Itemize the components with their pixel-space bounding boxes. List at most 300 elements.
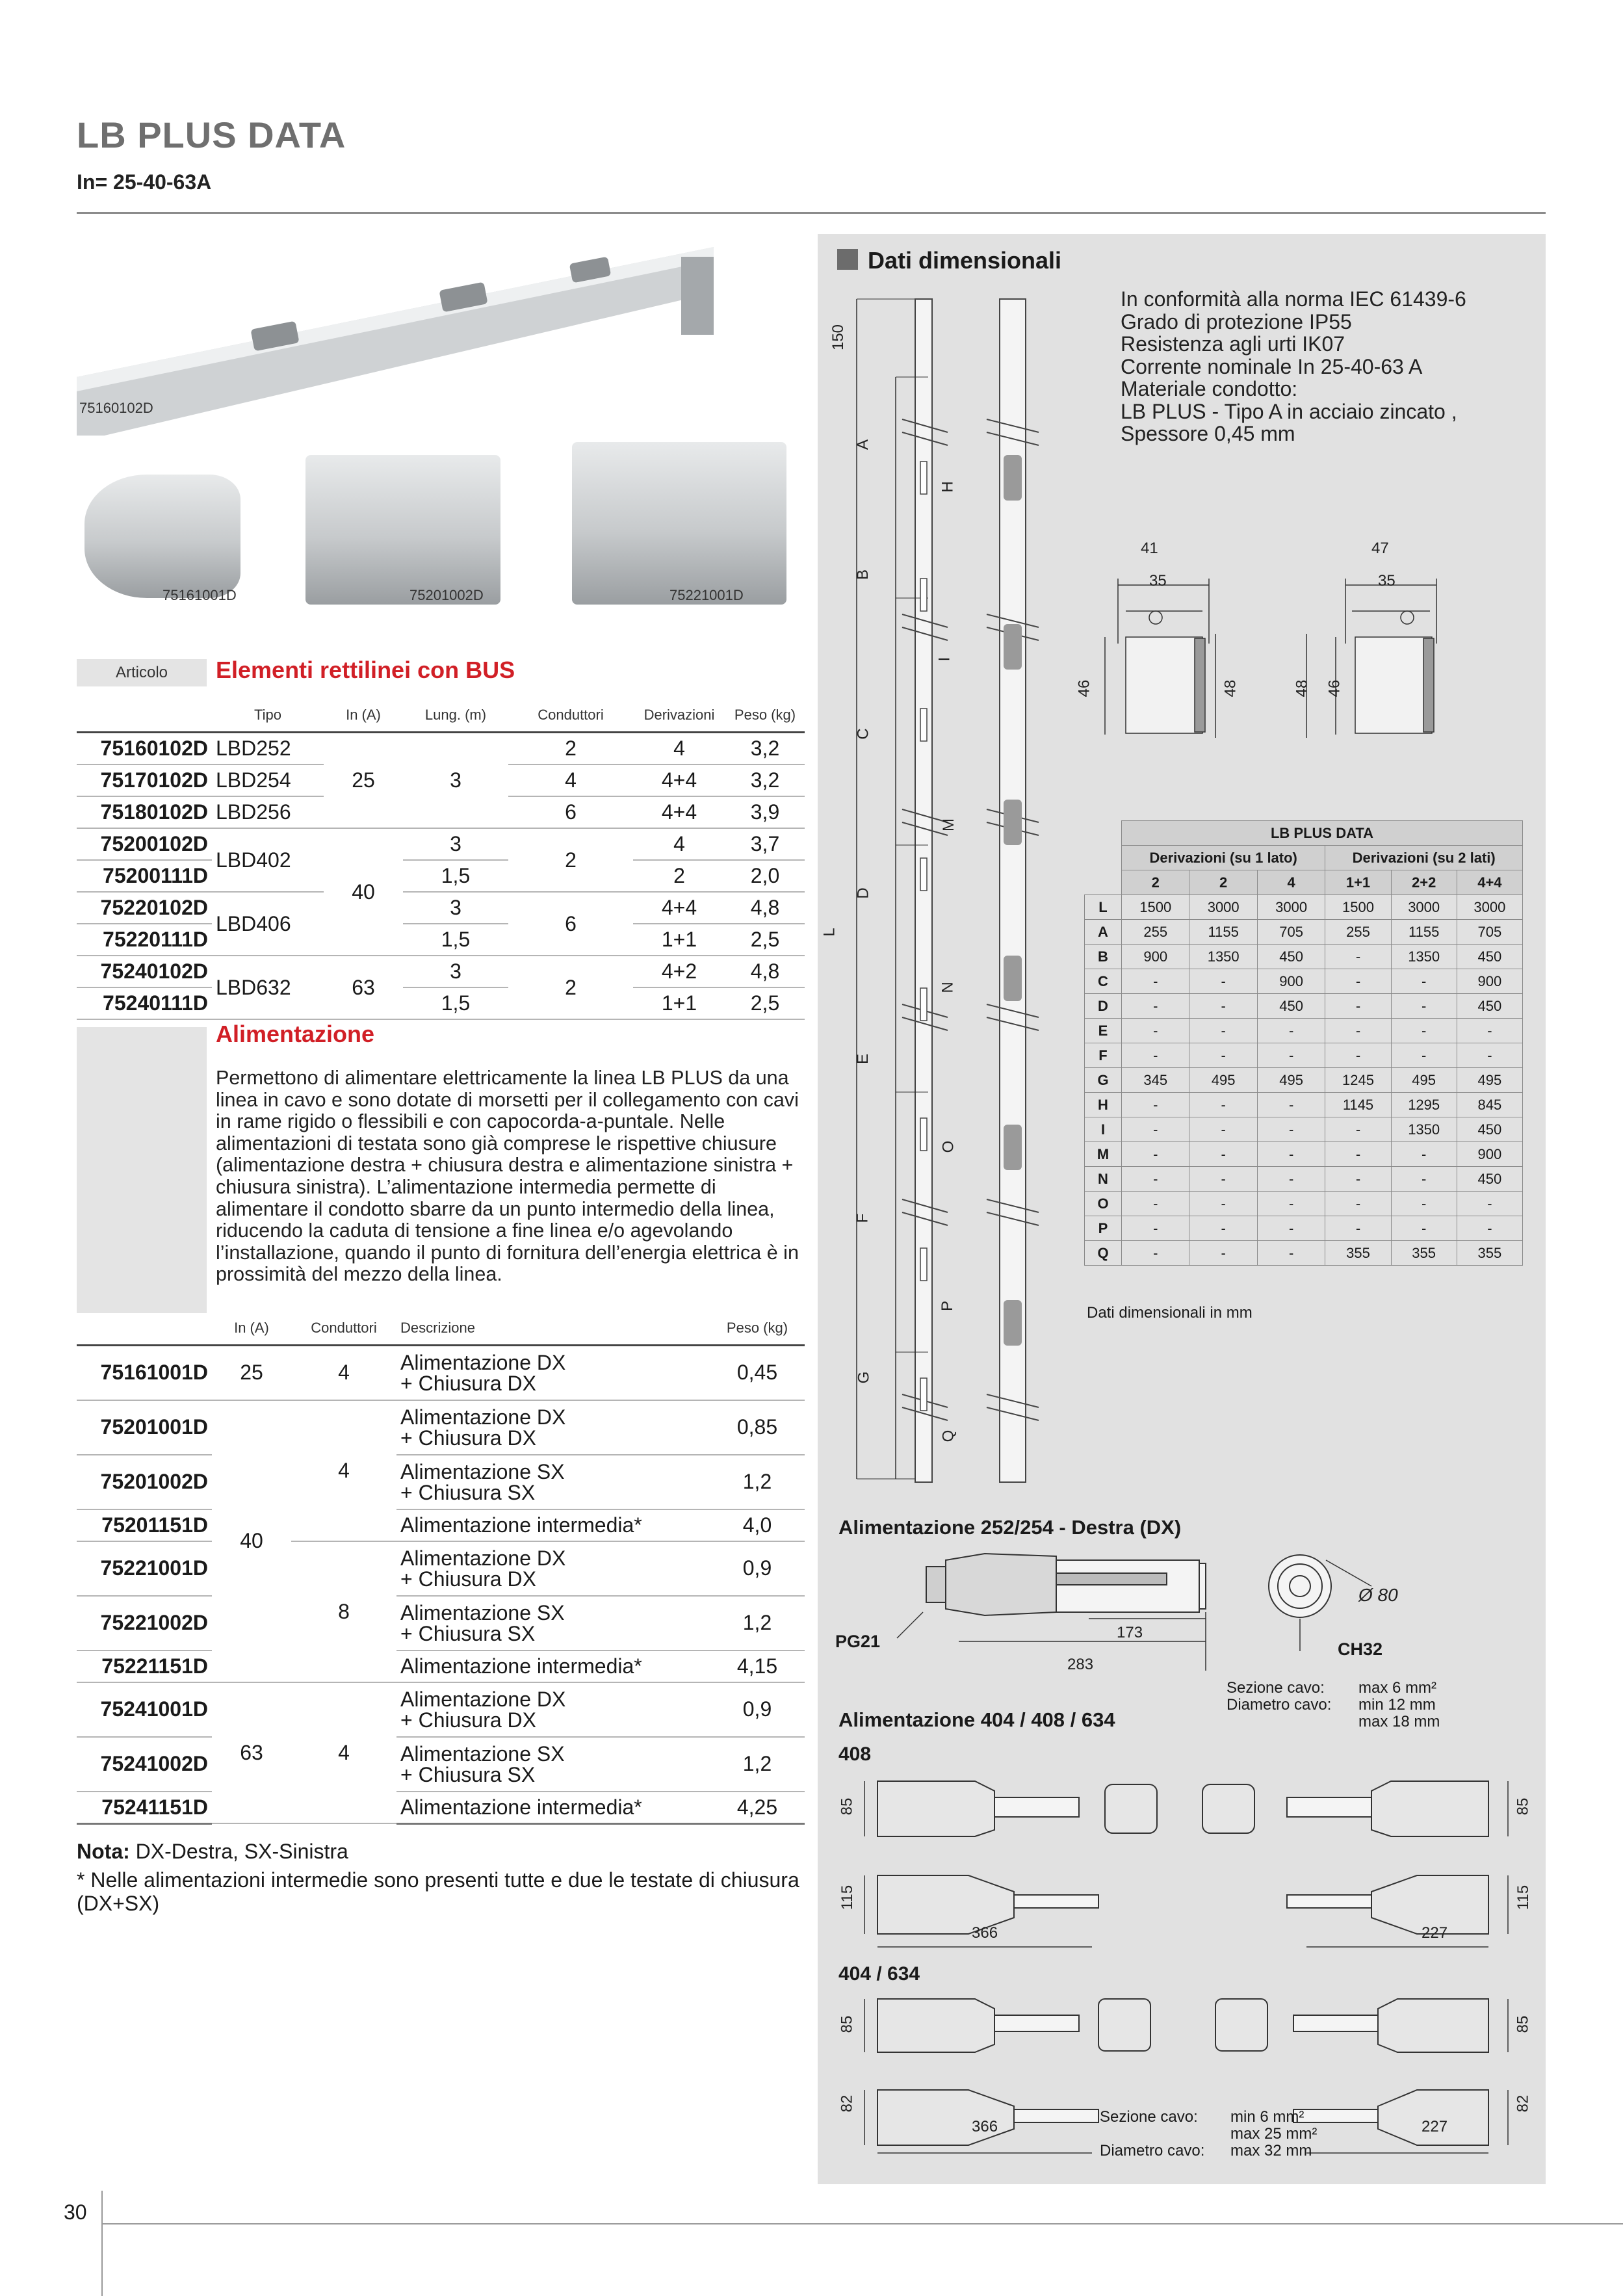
value-cell: - <box>1122 1019 1189 1043</box>
dim-46: 46 <box>1075 679 1093 698</box>
table-title: LB PLUS DATA <box>1122 821 1523 846</box>
alim404-subtitle: 404 / 634 <box>838 1963 920 1985</box>
desc-line: Alimentazione DX <box>400 1546 566 1570</box>
table-row <box>1085 895 1523 920</box>
value-cell: 1500 <box>1122 895 1189 920</box>
busbar-illustration <box>77 221 714 436</box>
peso-cell: 0,85 <box>710 1400 805 1455</box>
ch32-label: CH32 <box>1338 1639 1383 1659</box>
table-row <box>1085 945 1523 969</box>
value-cell: 355 <box>1457 1241 1522 1266</box>
col-header: 4 <box>1257 870 1325 895</box>
spec-line: Grado di protezione IP55 <box>1121 309 1352 333</box>
value-cell: - <box>1391 994 1457 1019</box>
desc-line: + Chiusura DX <box>400 1567 536 1591</box>
der-cell: 4+4 <box>633 892 725 924</box>
value-cell: - <box>1189 1167 1257 1192</box>
dim-label-p: P <box>939 1300 957 1312</box>
value-cell: 255 <box>1325 920 1391 945</box>
dim-label-d: D <box>854 887 872 899</box>
alim252-diam-label: Diametro cavo: <box>1227 1696 1332 1714</box>
value-cell: - <box>1325 1117 1391 1142</box>
table-row <box>77 1509 805 1541</box>
code-cell: 75221001D <box>77 1541 212 1596</box>
value-cell: - <box>1189 1142 1257 1167</box>
desc-line: Alimentazione DX <box>400 1405 566 1429</box>
value-cell: - <box>1457 1216 1522 1241</box>
value-cell: - <box>1122 1167 1189 1192</box>
dim-85-b-left: 85 <box>838 2015 856 2033</box>
peso-cell: 0,9 <box>710 1541 805 1596</box>
col-header: 2 <box>1189 870 1257 895</box>
peso-cell: 0,9 <box>710 1682 805 1737</box>
value-cell: 3000 <box>1457 895 1522 920</box>
alim404-diam-label: Diametro cavo: <box>1100 2142 1205 2159</box>
row-label: P <box>1085 1216 1122 1241</box>
cond-cell: 6 <box>508 796 633 828</box>
col-peso: Peso (kg) <box>710 1312 805 1346</box>
code-cell: 75201151D <box>77 1509 212 1541</box>
table-header <box>77 699 805 733</box>
value-cell: 355 <box>1391 1241 1457 1266</box>
cond-cell: 4 <box>291 1400 396 1541</box>
table-row <box>1085 969 1523 994</box>
dim-label-i: I <box>935 657 954 662</box>
value-cell: 705 <box>1257 920 1325 945</box>
table-row <box>77 1737 805 1792</box>
code-cell: 75241001D <box>77 1682 212 1737</box>
dimensions-table-body <box>1085 895 1523 1266</box>
dim-label-q: Q <box>939 1429 957 1442</box>
value-cell: - <box>1189 1019 1257 1043</box>
dim-label-a: A <box>854 439 872 450</box>
value-cell: - <box>1391 1167 1457 1192</box>
der-cell: 4 <box>633 828 725 860</box>
lung-cell: 1,5 <box>403 860 508 892</box>
tipo-cell: LBD256 <box>212 796 324 828</box>
col-tipo: Tipo <box>212 699 324 733</box>
col-derivazioni: Derivazioni <box>633 699 725 733</box>
elementi-title: Elementi rettilinei con BUS <box>216 657 515 683</box>
dim-label-e: E <box>854 1053 872 1065</box>
value-cell: 495 <box>1189 1068 1257 1093</box>
spec-list <box>1121 288 1537 445</box>
peso-cell: 2,5 <box>725 987 805 1019</box>
table-row <box>1085 1167 1523 1192</box>
col-header: 4+4 <box>1457 870 1522 895</box>
desc-line: + Chiusura DX <box>400 1708 536 1732</box>
row-label: F <box>1085 1043 1122 1068</box>
table-row <box>77 1455 805 1509</box>
desc-line: + Chiusura SX <box>400 1621 536 1645</box>
value-cell: - <box>1325 1043 1391 1068</box>
value-cell: 450 <box>1457 945 1522 969</box>
table-row <box>77 956 805 987</box>
code-cell: 75240111D <box>77 987 212 1019</box>
code-cell: 75180102D <box>77 796 212 828</box>
value-cell: - <box>1189 1241 1257 1266</box>
spec-line: Materiale condotto: <box>1121 377 1298 400</box>
tipo-cell: LBD254 <box>212 764 324 796</box>
feed-photo-3 <box>572 442 786 605</box>
value-cell: - <box>1457 1192 1522 1216</box>
peso-cell: 4,25 <box>710 1792 805 1824</box>
desc-cell <box>396 1400 710 1455</box>
code-cell: 75200111D <box>77 860 212 892</box>
value-cell: 450 <box>1257 994 1325 1019</box>
der-cell: 4+4 <box>633 796 725 828</box>
table-row <box>1085 1019 1523 1043</box>
dim-227: 227 <box>1422 1924 1448 1942</box>
desc-cell: Alimentazione intermedia* <box>396 1792 710 1824</box>
dim-115-right: 115 <box>1514 1885 1533 1911</box>
page-title: LB PLUS DATA <box>77 114 346 155</box>
col-conduttori: Conduttori <box>508 699 633 733</box>
dim-47: 47 <box>1371 540 1389 557</box>
dim-label-h: H <box>939 481 957 493</box>
cond-cell: 2 <box>508 828 633 892</box>
col-lung: Lung. (m) <box>403 699 508 733</box>
col-header: 1+1 <box>1325 870 1391 895</box>
desc-line: + Chiusura DX <box>400 1426 536 1450</box>
code-cell: 75201001D <box>77 1400 212 1455</box>
tipo-cell: LBD632 <box>212 956 324 1019</box>
code-cell: 75221151D <box>77 1650 212 1682</box>
dim-diam80: Ø 80 <box>1358 1585 1398 1605</box>
value-cell: - <box>1257 1192 1325 1216</box>
dimensions-table <box>1084 820 1523 1266</box>
table-header <box>77 1312 805 1346</box>
dim-label-b: B <box>854 569 872 581</box>
desc-line: + Chiusura DX <box>400 1371 536 1395</box>
dati-title: Dati dimensionali <box>868 247 1062 274</box>
tipo-cell: LBD406 <box>212 892 324 956</box>
dim-label-n: N <box>939 982 957 993</box>
value-cell: 900 <box>1457 969 1522 994</box>
value-cell: 845 <box>1457 1093 1522 1117</box>
nota <box>77 1840 348 1864</box>
dim-48-b: 48 <box>1293 679 1311 698</box>
value-cell: - <box>1457 1043 1522 1068</box>
table-row <box>77 1346 805 1400</box>
value-cell: - <box>1122 994 1189 1019</box>
code-cell: 75160102D <box>77 733 212 765</box>
elementi-table <box>77 699 805 1020</box>
value-cell: - <box>1257 1167 1325 1192</box>
table-col-row <box>1085 870 1523 895</box>
alim252-sez-label: Sezione cavo: <box>1227 1679 1325 1697</box>
spec-line: In conformità alla norma IEC 61439-6 <box>1121 287 1466 311</box>
tipo-cell: LBD402 <box>212 828 324 892</box>
dim-366: 366 <box>972 1924 998 1942</box>
value-cell: - <box>1257 1117 1325 1142</box>
value-cell: 495 <box>1457 1068 1522 1093</box>
alim404-sez-val2: max 25 mm² <box>1230 2125 1318 2143</box>
desc-line: Alimentazione SX <box>400 1459 565 1483</box>
code-cell: 75220102D <box>77 892 212 924</box>
value-cell: - <box>1325 1142 1391 1167</box>
value-cell: 495 <box>1257 1068 1325 1093</box>
table-row <box>77 1792 805 1824</box>
row-label: A <box>1085 920 1122 945</box>
value-cell: - <box>1325 945 1391 969</box>
alim404-title: Alimentazione 404 / 408 / 634 <box>838 1708 1115 1731</box>
table-group-row <box>1085 846 1523 870</box>
dimensions-note: Dati dimensionali in mm <box>1087 1304 1253 1322</box>
footer-divider-vertical <box>101 2191 103 2296</box>
code-cell: 75170102D <box>77 764 212 796</box>
dim-173: 173 <box>1117 1624 1143 1641</box>
cross-section-drawings <box>1079 533 1547 754</box>
tipo-cell: LBD252 <box>212 733 324 765</box>
lung-cell: 3 <box>403 733 508 829</box>
dim-label-g: G <box>855 1371 873 1384</box>
group-2-header: Derivazioni (su 2 lati) <box>1325 846 1523 870</box>
peso-cell: 4,15 <box>710 1650 805 1682</box>
value-cell: - <box>1257 1241 1325 1266</box>
value-cell: 3000 <box>1257 895 1325 920</box>
spec-line: Resistenza agli urti IK07 <box>1121 332 1345 356</box>
header-rule <box>77 212 1546 214</box>
col-descrizione: Descrizione <box>396 1312 710 1346</box>
row-label: I <box>1085 1117 1122 1142</box>
code-cell: 75221002D <box>77 1596 212 1650</box>
value-cell: - <box>1457 1019 1522 1043</box>
value-cell: - <box>1325 969 1391 994</box>
feed-photo-2 <box>305 455 500 605</box>
value-cell: - <box>1325 1216 1391 1241</box>
value-cell: 1350 <box>1391 1117 1457 1142</box>
der-cell: 4 <box>633 733 725 765</box>
dim-41: 41 <box>1141 540 1158 557</box>
table-row <box>1085 1068 1523 1093</box>
der-cell: 4+2 <box>633 956 725 987</box>
cond-cell: 8 <box>291 1541 396 1682</box>
col-header: 2+2 <box>1391 870 1457 895</box>
value-cell: 495 <box>1391 1068 1457 1093</box>
lung-cell: 3 <box>403 828 508 860</box>
value-cell: 1145 <box>1325 1093 1391 1117</box>
alim404-diam-val: max 32 mm <box>1230 2142 1312 2159</box>
nota-text: DX-Destra, SX-Sinistra <box>129 1840 348 1863</box>
desc-line: Alimentazione DX <box>400 1687 566 1711</box>
der-cell: 1+1 <box>633 987 725 1019</box>
table-row <box>77 924 805 956</box>
alim252-sez-val: max 6 mm² <box>1358 1679 1436 1697</box>
lung-cell: 3 <box>403 892 508 924</box>
nota-label: Nota: <box>77 1840 130 1863</box>
value-cell: - <box>1391 1192 1457 1216</box>
code-cell: 75161001D <box>77 1346 212 1400</box>
dim-366-b: 366 <box>972 2118 998 2135</box>
lung-cell: 3 <box>403 956 508 987</box>
value-cell: - <box>1257 1093 1325 1117</box>
alim252-diam-val1: min 12 mm <box>1358 1696 1436 1714</box>
pg21-label: PG21 <box>835 1632 881 1651</box>
table-row <box>77 892 805 924</box>
section-marker <box>837 249 858 270</box>
value-cell: - <box>1257 1216 1325 1241</box>
table-row <box>1085 1241 1523 1266</box>
row-label: H <box>1085 1093 1122 1117</box>
row-label: Q <box>1085 1241 1122 1266</box>
dim-85-right: 85 <box>1514 1797 1532 1816</box>
table-row <box>77 1650 805 1682</box>
cond-cell: 4 <box>291 1682 396 1824</box>
peso-cell: 3,2 <box>725 733 805 765</box>
value-cell: - <box>1189 1043 1257 1068</box>
table-row <box>77 1400 805 1455</box>
table-row <box>77 1596 805 1650</box>
table-row <box>77 1682 805 1737</box>
alim252-drawing <box>832 1547 1540 1677</box>
value-cell: - <box>1391 1019 1457 1043</box>
value-cell: - <box>1391 1043 1457 1068</box>
value-cell: - <box>1122 1117 1189 1142</box>
desc-cell: Alimentazione intermedia* <box>396 1509 710 1541</box>
alim408-subtitle: 408 <box>838 1743 872 1765</box>
row-label: N <box>1085 1167 1122 1192</box>
desc-cell <box>396 1737 710 1792</box>
row-label: D <box>1085 994 1122 1019</box>
desc-cell <box>396 1346 710 1400</box>
in-cell: 40 <box>324 828 403 956</box>
table-row <box>1085 1192 1523 1216</box>
value-cell: - <box>1122 1093 1189 1117</box>
value-cell: - <box>1122 1192 1189 1216</box>
desc-line: + Chiusura SX <box>400 1480 536 1504</box>
table-row <box>1085 1117 1523 1142</box>
dim-label-o: O <box>939 1140 957 1153</box>
value-cell: - <box>1257 1142 1325 1167</box>
row-label: E <box>1085 1019 1122 1043</box>
value-cell: - <box>1189 1117 1257 1142</box>
value-cell: 1245 <box>1325 1068 1391 1093</box>
value-cell: 900 <box>1122 945 1189 969</box>
value-cell: 450 <box>1457 1117 1522 1142</box>
in-cell: 25 <box>324 733 403 829</box>
photo-caption-1: 75161001D <box>162 587 237 603</box>
peso-cell: 1,2 <box>710 1737 805 1792</box>
value-cell: 705 <box>1457 920 1522 945</box>
value-cell: 450 <box>1457 1167 1522 1192</box>
alimentazione-table <box>77 1312 805 1825</box>
value-cell: 1295 <box>1391 1093 1457 1117</box>
value-cell: - <box>1325 1167 1391 1192</box>
value-cell: 355 <box>1325 1241 1391 1266</box>
cond-cell: 2 <box>508 956 633 1019</box>
cond-cell: 4 <box>508 764 633 796</box>
footer-divider <box>103 2223 1623 2224</box>
row-label: M <box>1085 1142 1122 1167</box>
peso-cell: 3,7 <box>725 828 805 860</box>
dim-label-150: 150 <box>829 324 848 351</box>
peso-cell: 1,2 <box>710 1455 805 1509</box>
code-cell: 75201002D <box>77 1455 212 1509</box>
dim-283: 283 <box>1067 1656 1094 1673</box>
dim-35: 35 <box>1149 572 1167 590</box>
value-cell: - <box>1391 1142 1457 1167</box>
value-cell: - <box>1391 969 1457 994</box>
row-label: G <box>1085 1068 1122 1093</box>
in-cell: 40 <box>212 1400 291 1682</box>
desc-line: Alimentazione SX <box>400 1742 565 1766</box>
table-row <box>77 1541 805 1596</box>
row-label: L <box>1085 895 1122 920</box>
desc-cell <box>396 1596 710 1650</box>
peso-cell: 1,2 <box>710 1596 805 1650</box>
peso-cell: 4,8 <box>725 892 805 924</box>
dim-46-b: 46 <box>1325 679 1344 698</box>
articolo-label: Articolo <box>77 659 207 686</box>
table-row <box>77 987 805 1019</box>
value-cell: - <box>1122 969 1189 994</box>
peso-cell: 4,8 <box>725 956 805 987</box>
value-cell: 3000 <box>1391 895 1457 920</box>
value-cell: - <box>1189 1216 1257 1241</box>
value-cell: 255 <box>1122 920 1189 945</box>
row-label: C <box>1085 969 1122 994</box>
table-row <box>1085 1142 1523 1167</box>
page-number: 30 <box>64 2200 87 2224</box>
cond-cell: 4 <box>291 1346 396 1400</box>
dim-227-b: 227 <box>1422 2118 1448 2135</box>
value-cell: - <box>1122 1142 1189 1167</box>
value-cell: 450 <box>1257 945 1325 969</box>
cond-cell: 6 <box>508 892 633 956</box>
peso-cell: 3,9 <box>725 796 805 828</box>
der-cell: 4+4 <box>633 764 725 796</box>
col-in: In (A) <box>212 1312 291 1346</box>
dim-85-b-right: 85 <box>1514 2015 1532 2033</box>
photo-caption-2: 75201002D <box>409 587 484 603</box>
peso-cell: 2,5 <box>725 924 805 956</box>
alimentazione-title: Alimentazione <box>216 1021 375 1047</box>
value-cell: - <box>1325 1019 1391 1043</box>
dim-85-left: 85 <box>838 1797 856 1816</box>
spec-line: LB PLUS - Tipo A in acciaio zincato , <box>1121 399 1457 423</box>
desc-line: + Chiusura SX <box>400 1762 536 1786</box>
table-row <box>1085 994 1523 1019</box>
value-cell: - <box>1122 1241 1189 1266</box>
alim404-sez-val1: min 6 mm² <box>1230 2108 1305 2126</box>
value-cell: 1155 <box>1189 920 1257 945</box>
desc-cell <box>396 1682 710 1737</box>
desc-line: Alimentazione DX <box>400 1350 566 1374</box>
desc-cell <box>396 1541 710 1596</box>
dim-label-f: F <box>853 1213 872 1223</box>
spec-line: Corrente nominale In 25-40-63 A <box>1121 354 1423 378</box>
code-cell: 75241002D <box>77 1737 212 1792</box>
dim-82-left: 82 <box>838 2094 856 2113</box>
table-row <box>77 828 805 860</box>
feed-photo-1 <box>84 475 240 598</box>
dim-35-b: 35 <box>1378 572 1396 590</box>
value-cell: 1500 <box>1325 895 1391 920</box>
table-row <box>1085 1043 1523 1068</box>
busbar-photo-caption: 75160102D <box>79 400 153 416</box>
value-cell: 1155 <box>1391 920 1457 945</box>
busbar-photo <box>77 221 714 436</box>
value-cell: - <box>1257 1043 1325 1068</box>
alim252-title: Alimentazione 252/254 - Destra (DX) <box>838 1516 1182 1539</box>
row-label: B <box>1085 945 1122 969</box>
der-cell: 1+1 <box>633 924 725 956</box>
value-cell: 900 <box>1457 1142 1522 1167</box>
dim-82-right: 82 <box>1514 2094 1532 2113</box>
cond-cell: 2 <box>508 733 633 765</box>
in-cell: 63 <box>324 956 403 1019</box>
